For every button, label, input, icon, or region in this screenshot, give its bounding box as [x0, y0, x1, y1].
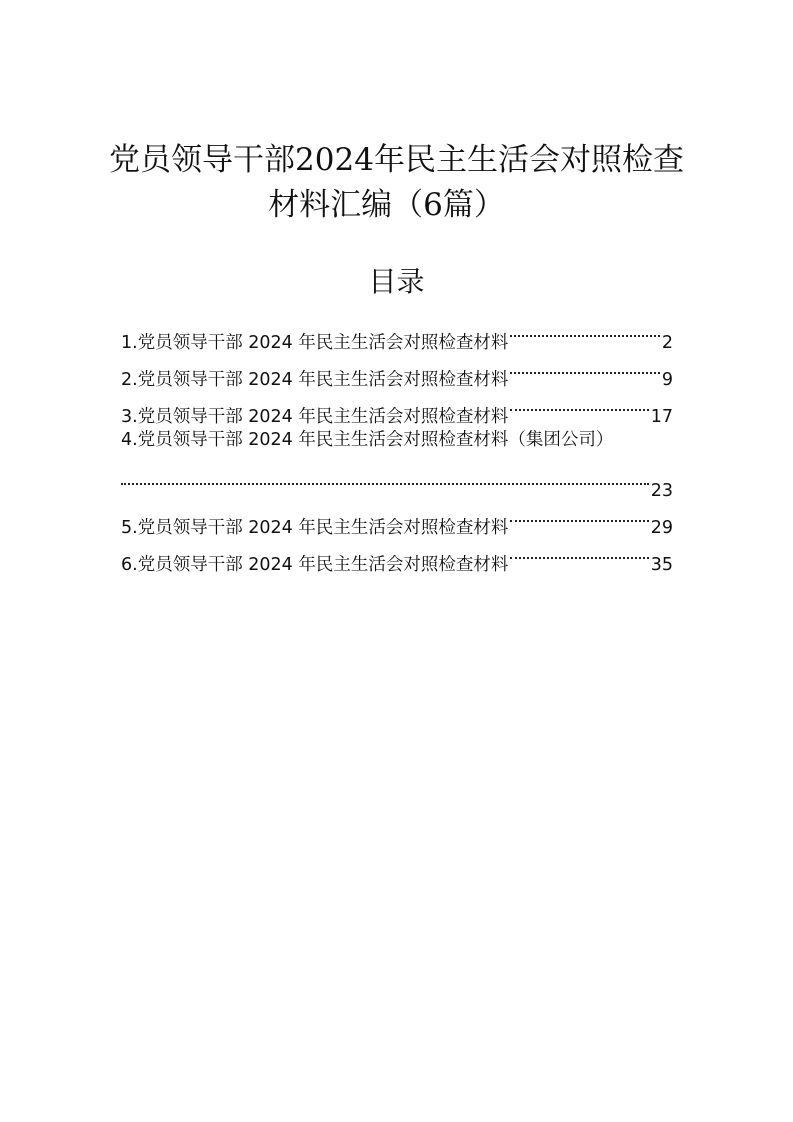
toc-entry-label: 6.党员领导干部 2024 年民主生活会对照检查材料: [121, 555, 509, 575]
toc-dot-leader: [510, 311, 660, 348]
toc-entry-page: 9: [661, 370, 673, 390]
toc-entry-4[interactable]: [121, 422, 673, 501]
toc-dot-leader: [510, 348, 660, 385]
toc-entry-label: 3.党员领导干部 2024 年民主生活会对照检查材料: [121, 407, 509, 427]
toc-entry-5[interactable]: [121, 496, 673, 538]
toc-entry-page: 29: [650, 518, 673, 538]
toc-dot-leader: [510, 385, 648, 422]
table-of-contents: [121, 311, 673, 575]
toc-entry-label: 1.党员领导干部 2024 年民主生活会对照检查材料: [121, 333, 509, 353]
toc-entry-label: 2.党员领导干部 2024 年民主生活会对照检查材料: [121, 370, 509, 390]
toc-dot-leader: [121, 459, 649, 496]
toc-entry-page: 17: [650, 407, 673, 427]
toc-entry-page: 23: [650, 481, 673, 501]
toc-dot-leader: [510, 533, 648, 570]
toc-entry-label: 5.党员领导干部 2024 年民主生活会对照检查材料: [121, 518, 509, 538]
toc-dot-leader: [510, 496, 648, 533]
toc-heading: 目录: [368, 265, 425, 298]
document-title-line-2: 材料汇编（6篇）: [268, 187, 505, 223]
document-title-line-1: 党员领导干部2024年民主生活会对照检查: [109, 142, 684, 178]
toc-entry-page: 2: [661, 333, 673, 353]
toc-entry-1[interactable]: [121, 311, 673, 353]
toc-entry-label: 4.党员领导干部 2024 年民主生活会对照检查材料（集团公司）: [121, 430, 614, 450]
toc-entry-page: 35: [650, 555, 673, 575]
